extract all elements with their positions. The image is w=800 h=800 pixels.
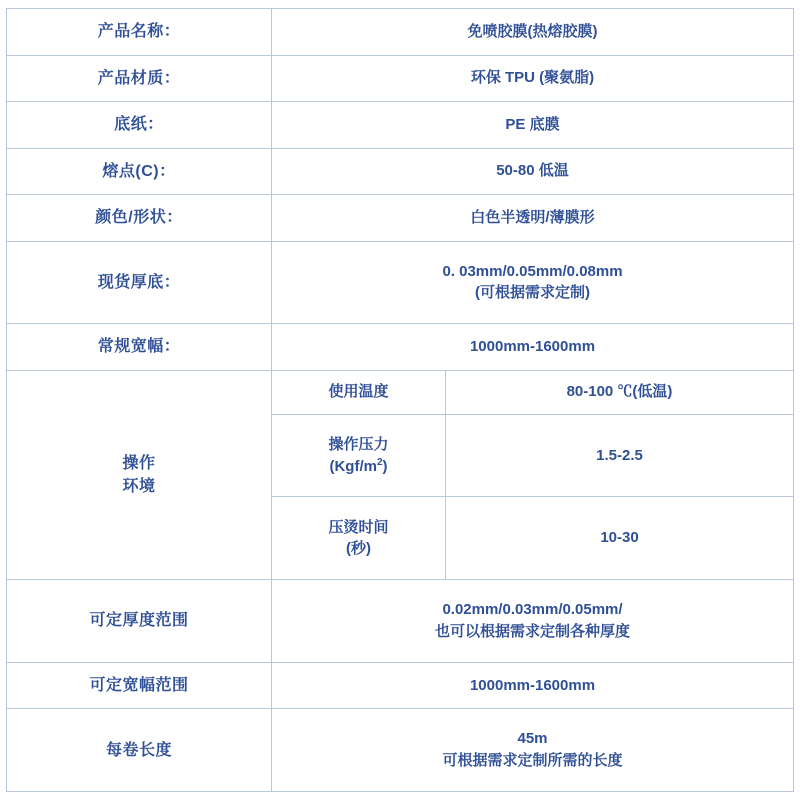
value-line: 环保 TPU (聚氨脂)	[470, 69, 595, 87]
row-label: 每卷长度	[7, 709, 272, 792]
sub-label-line: 使用温度	[328, 383, 389, 401]
table-row	[7, 241, 794, 324]
value-line: 0. 03mm/0.05mm/0.08mm	[442, 262, 623, 280]
table-row	[7, 324, 794, 371]
environment-sub-value: 80-100 ℃(低温)	[446, 370, 794, 414]
value-line: 免喷胶膜(热熔胶膜)	[467, 22, 598, 40]
row-label: 可定厚度范围	[7, 580, 272, 663]
row-value	[272, 709, 794, 792]
table-row	[7, 580, 794, 663]
table-row	[7, 662, 794, 709]
row-value	[272, 662, 794, 709]
row-label: 熔点(C)：	[7, 148, 272, 195]
row-label: 常规宽幅：	[7, 324, 272, 371]
environment-label-line: 环境	[122, 477, 156, 495]
value-line: 0.02mm/0.03mm/0.05mm/	[442, 601, 623, 619]
row-label: 可定宽幅范围	[7, 662, 272, 709]
row-value	[272, 102, 794, 149]
table-row	[7, 9, 794, 56]
table-row	[7, 102, 794, 149]
environment-sub-label	[272, 370, 446, 414]
environment-sub-value: 10-30	[446, 497, 794, 580]
table-row	[7, 709, 794, 792]
value-line: 1000mm-1600mm	[469, 676, 596, 694]
environment-label	[7, 370, 272, 579]
environment-row	[7, 370, 794, 414]
value-line: PE 底膜	[505, 115, 560, 133]
row-value	[272, 241, 794, 324]
row-value	[272, 195, 794, 242]
row-value	[272, 580, 794, 663]
environment-sub-label	[272, 497, 446, 580]
sub-label-line: 压烫时间	[328, 518, 389, 536]
value-line: 50-80 低温	[496, 162, 569, 180]
value-line: 45m	[517, 730, 548, 748]
row-label: 颜色/形状：	[7, 195, 272, 242]
value-line: 可根据需求定制所需的长度	[442, 752, 623, 770]
value-line: 白色半透明/薄膜形	[470, 209, 595, 227]
row-value	[272, 55, 794, 102]
table-row	[7, 55, 794, 102]
environment-sub-label	[272, 414, 446, 497]
sub-label-line: 操作压力	[328, 435, 389, 453]
product-spec-table	[6, 8, 794, 792]
value-line: (可根据需求定制)	[475, 284, 590, 302]
row-value	[272, 9, 794, 56]
row-label: 产品名称：	[7, 9, 272, 56]
environment-sub-value: 1.5-2.5	[446, 414, 794, 497]
row-value	[272, 148, 794, 195]
sub-label-line: (秒)	[346, 540, 371, 558]
row-label: 产品材质：	[7, 55, 272, 102]
superscript: 2	[376, 456, 383, 468]
sub-label-line: $(Kgf/m^2)$	[329, 456, 388, 475]
row-value	[272, 324, 794, 371]
row-label: 底纸：	[7, 102, 272, 149]
row-label: 现货厚底：	[7, 241, 272, 324]
table-row	[7, 195, 794, 242]
value-line: 也可以根据需求定制各种厚度	[434, 622, 630, 640]
environment-label-line: 操作	[122, 454, 156, 472]
table-row	[7, 148, 794, 195]
value-line: 1000mm-1600mm	[469, 338, 596, 356]
